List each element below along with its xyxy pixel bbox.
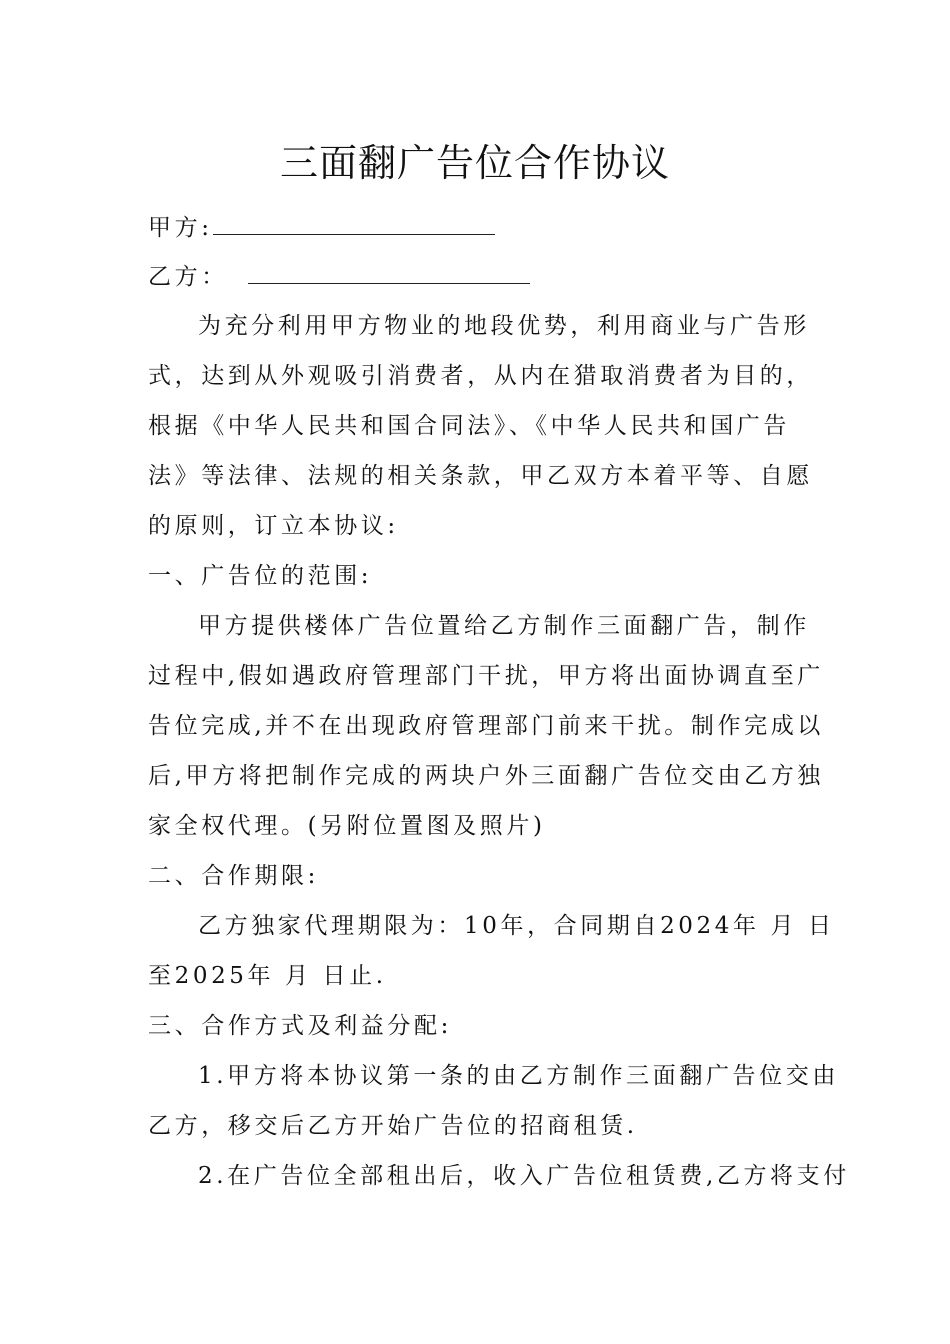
party-a-blank bbox=[213, 210, 495, 235]
paragraph-line: 至2025年 月 日止. bbox=[148, 963, 387, 989]
paragraph-line: 告位完成,并不在出现政府管理部门前来干扰。制作完成以 bbox=[148, 713, 824, 739]
party-b-label: 乙方： bbox=[148, 264, 228, 290]
paragraph-line: 的原则，订立本协议: bbox=[148, 513, 399, 539]
paragraph-line: 1.甲方将本协议第一条的由乙方制作三面翻广告位交由 bbox=[198, 1063, 839, 1089]
party-a-label: 甲方: bbox=[148, 215, 213, 241]
party-b-row bbox=[148, 259, 530, 293]
paragraph-line: 乙方，移交后乙方开始广告位的招商租赁. bbox=[148, 1113, 638, 1139]
paragraph-line: 甲方提供楼体广告位置给乙方制作三面翻广告，制作 bbox=[198, 613, 810, 639]
section-heading: 一、广告位的范围: bbox=[148, 563, 373, 589]
paragraph-line: 家全权代理。(另附位置图及照片) bbox=[148, 813, 546, 839]
paragraph-line: 式，达到从外观吸引消费者，从内在猎取消费者为目的， bbox=[148, 363, 813, 389]
section-heading: 二、合作期限: bbox=[148, 863, 319, 889]
section-heading: 三、合作方式及利益分配: bbox=[148, 1013, 452, 1039]
document-title: 三面翻广告位合作协议 bbox=[279, 141, 670, 185]
paragraph-line: 后,甲方将把制作完成的两块户外三面翻广告位交由乙方独 bbox=[148, 763, 824, 789]
paragraph-line: 法》等法律、法规的相关条款，甲乙双方本着平等、自愿 bbox=[148, 463, 813, 489]
paragraph-line: 根据《中华人民共和国合同法》、《中华人民共和国广告 bbox=[148, 413, 790, 439]
party-b-blank bbox=[248, 259, 530, 284]
party-a-row bbox=[148, 210, 495, 244]
paragraph-line: 乙方独家代理期限为：10年，合同期自2024年 月 日 bbox=[198, 913, 835, 939]
paragraph-line: 2.在广告位全部租出后，收入广告位租赁费,乙方将支付 bbox=[198, 1163, 850, 1189]
paragraph-line: 过程中,假如遇政府管理部门干扰，甲方将出面协调直至广 bbox=[148, 663, 824, 689]
paragraph-line: 为充分利用甲方物业的地段优势，利用商业与广告形 bbox=[198, 313, 810, 339]
